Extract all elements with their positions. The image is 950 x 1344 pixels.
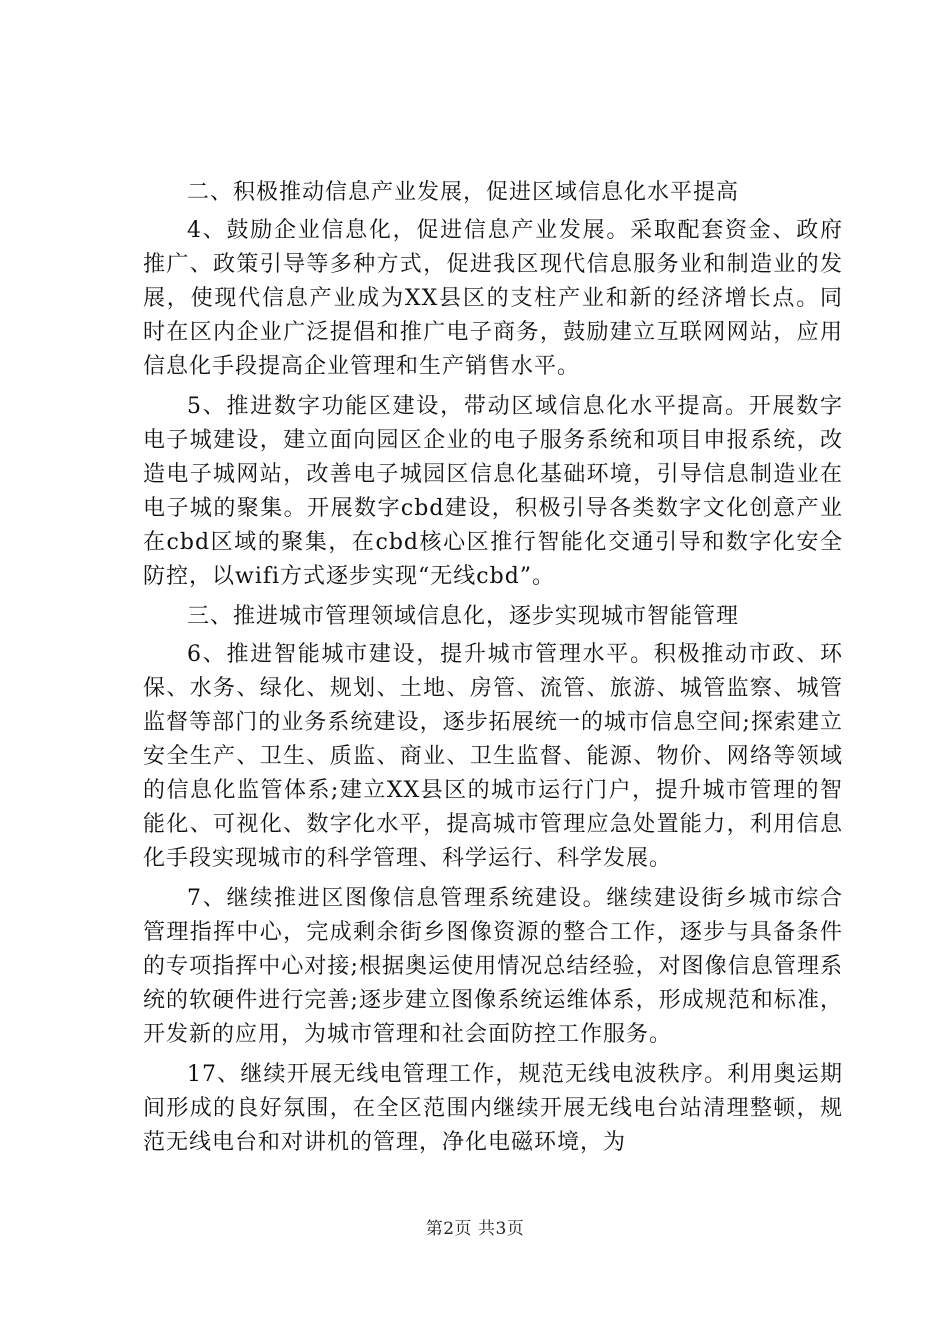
paragraph-item-7: 7、继续推进区图像信息管理系统建设。继续建设街乡城市综合管理指挥中心，完成剩余街乡图像资源的整合工作，逐步与具备条件的专项指挥中心对接;根据奥运使用情况总结经验，对图像信息管理系统的软硬件进行完善;逐步建立图像系统运维体系，形成规范和标准，开发新的应用，为城市管理和社会面防控工作服务。	[143, 886, 843, 1047]
section-heading-3: 三、推进城市管理领域信息化，逐步实现城市智能管理	[187, 604, 740, 629]
document-body	[143, 176, 843, 1166]
paragraph-item-17: 17、继续开展无线电管理工作，规范无线电波秩序。利用奥运期间形成的良好氛围，在全区范围内继续开展无线电台站清理整顿，规范无线电台和对讲机的管理，净化电磁环境，为	[143, 1062, 843, 1155]
page-number-footer: 第2页 共3页	[425, 1219, 525, 1239]
section-heading-2: 二、积极推动信息产业发展，促进区域信息化水平提高	[187, 180, 740, 205]
paragraph-item-4: 4、鼓励企业信息化，促进信息产业发展。采取配套资金、政府推广、政策引导等多种方式，促进我区现代信息服务业和制造业的发展，使现代信息产业成为XX县区的支柱产业和新的经济增长点。同时在区内企业广泛提倡和推广电子商务，鼓励建立互联网网站，应用信息化手段提高企业管理和生产销售水平。	[143, 218, 843, 379]
paragraph-item-6: 6、推进智能城市建设，提升城市管理水平。积极推动市政、环保、水务、绿化、规划、土地、房管、流管、旅游、城管监察、城管监督等部门的业务系统建设，逐步拓展统一的城市信息空间;探索建立安全生产、卫生、质监、商业、卫生监督、能源、物价、网络等领域的信息化监管体系;建立XX县区的城市运行门户，提升城市管理的智能化、可视化、数字化水平，提高城市管理应急处置能力，利用信息化手段实现城市的科学管理、科学运行、科学发展。	[143, 642, 843, 871]
paragraph-item-5: 5、推进数字功能区建设，带动区域信息化水平提高。开展数字电子城建设，建立面向园区企业的电子服务系统和项目申报系统，改造电子城网站，改善电子城园区信息化基础环境，引导信息制造业在电子城的聚集。开展数字cbd建设，积极引导各类数字文化创意产业在cbd区域的聚集，在cbd核心区推行智能化交通引导和数字化安全防控，以wifi方式逐步实现“无线cbd”。	[143, 394, 843, 589]
